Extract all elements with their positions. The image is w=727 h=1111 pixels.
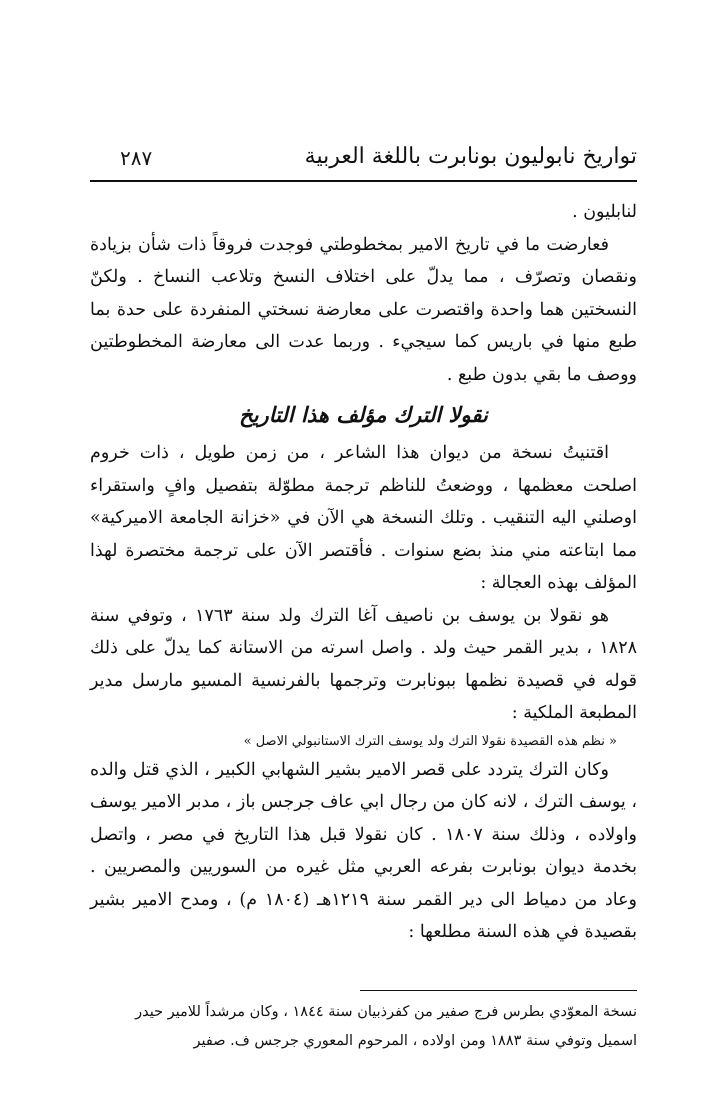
paragraph-biography: هو نقولا بن يوسف بن ناصيف آغا الترك ولد سنة ١٧٦٣ ، وتوفي سنة ١٨٢٨ ، بدير القمر حيث ولد . واصل اسرته من الاستانة كما يدلّ على ذلك قوله في قصيدة نظمها ببونابرت وترجمها بالفرنسية المسيو مارسل مدير المطبعة الملكية :	[90, 605, 637, 723]
footnote-divider	[360, 990, 637, 991]
running-head: تواريخ نابوليون بونابرت باللغة العربية	[304, 144, 637, 169]
footnote-line: اسميل وتوفي سنة ١٨٨٣ ومن اولاده ، المرحوم المعوري جرجس ف. صفير	[193, 1033, 637, 1049]
paragraph-career: وكان الترك يتردد على قصر الامير بشير الشهابي الكبير ، الذي قتل والده ، يوسف الترك ، لانه كان من رجال ابي عاف جرجس باز ، مدبر الامير يوسف واولاده ، وذلك سنة ١٨٠٧ . كان نقولا قبل هذا التاريخ في مصر ، واتصل بخدمة ديوان بونابرت بفرعه العربي مثل غيره من السوريين والمصريين . وعاد من دمياط الى دير القمر سنة ١٢١٩هـ (١٨٠٤ م) ، ومدح الامير بشير بقصيدة في هذه السنة مطلعها :	[90, 759, 638, 942]
page-header	[90, 140, 637, 182]
footnote-line: نسخة المعوّدي بطرس فرج صفير من كفرذبيان سنة ١٨٤٤ ، وكان مرشداً للامير حيدر	[135, 1004, 637, 1020]
paragraph-manuscript: اقتنيتُ نسخة من ديوان هذا الشاعر ، من زمن طويل ، ذات خروم اصلحت معظمها ، ووضعتُ للناظم ترجمة مطوّلة بتفصيل وافٍ واستقراء اوصلني اليه التنقيب . وتلك النسخة هي الآن في «خزانة الجامعة الاميركية» مما ابتاعته مني منذ بضع سنوات . فأقتصر الآن على ترجمة مختصرة لهذا المؤلف بهذه العجالة :	[90, 443, 637, 593]
body-text	[90, 196, 637, 949]
paragraph-comparison: فعارضت ما في تاريخ الامير بمخطوطتي فوجدت فروقاً ذات شأن بزيادة ونقصان وتصرّف ، مما يدلّ على اختلاف النسخ وتلاعب النساخ . ولكنّ النسختين هما واحدة واقتصرت على معارضة نسختي المنفردة على حدة بما طبع منها في باريس كما سيجيء . وربما عدت الى معارضة المخطوطتين ووصف ما بقي بدون طبع .	[90, 234, 637, 385]
paragraph-continuation: لنابليون .	[572, 202, 637, 222]
section-heading: نقولا الترك مؤلف هذا التاريخ	[239, 402, 488, 427]
page-number: ٢٨٧	[120, 146, 153, 170]
page-footnote	[90, 998, 637, 1056]
inline-quote-note: « نظم هذه القصيدة نقولا الترك ولد يوسف الترك الاستانبولي الاصل »	[243, 733, 617, 749]
